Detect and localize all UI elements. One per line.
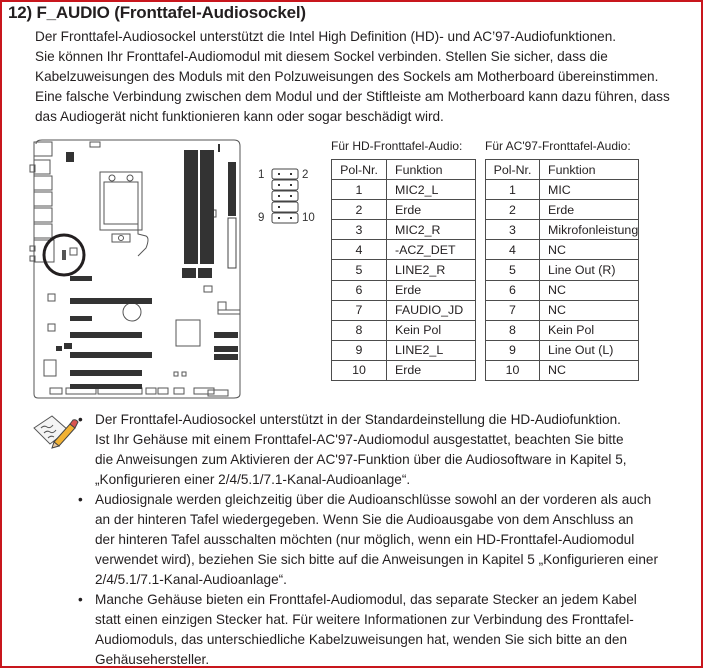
intro-line: Eine falsche Verbindung zwischen dem Modul und der Stiftleiste am Motherboard kann dazu führen, dass — [35, 89, 670, 104]
intro-line: Kabelzuweisungen des Moduls mit den Polzuweisungen des Sockels am Motherboard übereinstimmen. — [35, 69, 659, 84]
pin-function: LINE2_L — [387, 340, 476, 360]
pin-function: FAUDIO_JD — [387, 300, 476, 320]
pin-number: 6 — [332, 280, 387, 300]
table-row — [332, 280, 476, 300]
pin-function: Kein Pol — [387, 320, 476, 340]
hd-pinout-table — [331, 159, 476, 381]
pin-number: 3 — [332, 220, 387, 240]
pin-number: 4 — [332, 240, 387, 260]
pin-function: MIC2_R — [387, 220, 476, 240]
table-row — [486, 220, 639, 240]
table-row — [486, 180, 639, 200]
bullet: • — [78, 412, 83, 427]
table-row — [486, 240, 639, 260]
f-audio-pin-header — [254, 165, 324, 229]
motherboard-diagram — [28, 138, 242, 400]
bullet: • — [78, 592, 83, 607]
pin-function: LINE2_R — [387, 260, 476, 280]
pin-function: Erde — [387, 200, 476, 220]
note-line: Manche Gehäuse bieten ein Fronttafel-Audiomodul, das separate Stecker an jedem Kabel — [95, 592, 637, 607]
intro-line: Der Fronttafel-Audiosockel unterstützt die Intel High Definition (HD)- und AC’97-Audiofunktionen. — [35, 29, 617, 44]
table-header-row — [486, 160, 639, 180]
note-item — [78, 410, 678, 490]
pin-number: 8 — [486, 320, 540, 340]
note-line: „Konfigurieren einer 2/4/5.1/7.1-Kanal-Audioanlage“. — [95, 472, 411, 487]
hd-pinout-table-block — [331, 139, 476, 381]
table-row — [486, 320, 639, 340]
note-line: die Anweisungen zum Aktivieren der AC'97-Funktion über die Audiosoftware in Kapitel 5, — [95, 452, 627, 467]
table-row — [486, 280, 639, 300]
pin-function: NC — [540, 280, 639, 300]
pin-function: Erde — [540, 200, 639, 220]
note-item — [78, 590, 678, 670]
pin-function: Mikrofonleistung — [540, 220, 639, 240]
pin-label-9: 9 — [258, 212, 265, 224]
pin-function: Kein Pol — [540, 320, 639, 340]
pin-number: 9 — [332, 340, 387, 360]
pin-number: 1 — [486, 180, 540, 200]
note-line: statt einen einzigen Stecker hat. Für weitere Informationen zur Verbindung des Fronttafel- — [95, 612, 634, 627]
note-line: Ist Ihr Gehäuse mit einem Fronttafel-AC'97-Audiomodul ausgestattet, beachten Sie bitte — [95, 432, 624, 447]
notes-list — [78, 410, 678, 670]
column-header-pin: Pol-Nr. — [332, 160, 387, 180]
table-row — [332, 180, 476, 200]
pin-function: Line Out (L) — [540, 340, 639, 360]
table-row — [332, 340, 476, 360]
table-row — [332, 300, 476, 320]
note-item — [78, 490, 678, 590]
pin-number: 5 — [486, 260, 540, 280]
ac97-pinout-table — [485, 159, 639, 381]
table-row — [486, 260, 639, 280]
pin-function: Erde — [387, 360, 476, 380]
table-header-row — [332, 160, 476, 180]
pin-number: 4 — [486, 240, 540, 260]
pin-number: 2 — [332, 200, 387, 220]
pin-function: NC — [540, 240, 639, 260]
pin-number: 10 — [332, 360, 387, 380]
pin-number: 5 — [332, 260, 387, 280]
note-line: Audiomoduls, das unterschiedliche Kabelzuweisungen hat, wenden Sie sich bitte an den — [95, 632, 628, 647]
note-line: Gehäusehersteller. — [95, 652, 210, 667]
table-row — [332, 240, 476, 260]
table-row — [332, 220, 476, 240]
column-header-pin: Pol-Nr. — [486, 160, 540, 180]
column-header-function: Funktion — [540, 160, 639, 180]
pin-header-icon — [270, 167, 300, 227]
note-pencil-icon — [32, 412, 80, 450]
table-row — [486, 360, 639, 380]
table-row — [332, 200, 476, 220]
pin-number: 10 — [486, 360, 540, 380]
pin-function: MIC — [540, 180, 639, 200]
pin-number: 9 — [486, 340, 540, 360]
pin-number: 8 — [332, 320, 387, 340]
pin-number: 2 — [486, 200, 540, 220]
pin-number: 3 — [486, 220, 540, 240]
ac97-table-caption: Für AC'97-Fronttafel-Audio: — [485, 139, 631, 153]
note-line: an der hinteren Tafel wiedergegeben. Wenn Sie die Audioausgabe von dem Anschluss an — [95, 512, 634, 527]
note-line: der hinteren Tafel ausschalten möchten (nur möglich, wenn ein HD-Fronttafel-Audiomodul — [95, 532, 635, 547]
hd-table-caption: Für HD-Fronttafel-Audio: — [331, 139, 463, 153]
pin-function: -ACZ_DET — [387, 240, 476, 260]
pin-number: 6 — [486, 280, 540, 300]
table-row — [486, 340, 639, 360]
pin-number: 1 — [332, 180, 387, 200]
table-row — [332, 360, 476, 380]
note-line: verwendet wird), beziehen Sie sich bitte auf die Anweisungen in Kapitel 5 „Konfigurieren einer — [95, 552, 658, 567]
intro-paragraph — [35, 27, 685, 127]
note-line: Der Fronttafel-Audiosockel unterstützt in der Standardeinstellung die HD-Audiofunktion. — [95, 412, 621, 427]
pin-number: 7 — [486, 300, 540, 320]
note-line: 2/4/5.1/7.1-Kanal-Audioanlage“. — [95, 572, 287, 587]
pin-function: Erde — [387, 280, 476, 300]
table-row — [332, 260, 476, 280]
intro-line: das Audiogerät nicht funktionieren kann oder sogar beschädigt wird. — [35, 109, 444, 124]
table-row — [486, 300, 639, 320]
ac97-pinout-table-block — [485, 139, 639, 381]
table-row — [486, 200, 639, 220]
pin-function: MIC2_L — [387, 180, 476, 200]
intro-line: Sie können Ihr Fronttafel-Audiomodul mit diesem Sockel verbinden. Stellen Sie sicher, dass die — [35, 49, 608, 64]
pin-function: Line Out (R) — [540, 260, 639, 280]
pin-function: NC — [540, 300, 639, 320]
pin-label-2: 2 — [302, 169, 309, 181]
table-row — [332, 320, 476, 340]
pin-function: NC — [540, 360, 639, 380]
pin-number: 7 — [332, 300, 387, 320]
pin-label-1: 1 — [258, 169, 265, 181]
bullet: • — [78, 492, 83, 507]
section-title: 12) F_AUDIO (Fronttafel-Audiosockel) — [8, 3, 306, 22]
pin-label-10: 10 — [302, 212, 315, 224]
note-line: Audiosignale werden gleichzeitig über die Audioanschlüsse sowohl an der vorderen als auch — [95, 492, 652, 507]
column-header-function: Funktion — [387, 160, 476, 180]
